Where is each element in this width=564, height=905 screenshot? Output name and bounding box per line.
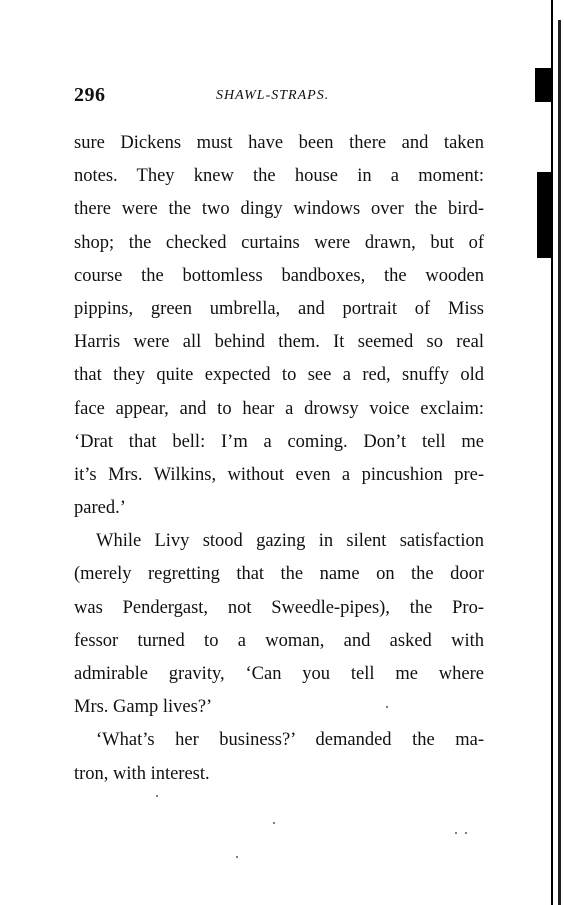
text-line: (merely regretting that the name on the door xyxy=(74,564,484,585)
running-head: SHAWL-STRAPS. xyxy=(216,88,330,103)
text-line: ‘Drat that bell: I’m a coming. Don’t tell me xyxy=(74,431,484,452)
paragraph xyxy=(74,127,484,525)
paragraph xyxy=(74,525,484,724)
text-line: shop; the checked curtains were drawn, but of xyxy=(74,232,484,253)
text-line: was Pendergast, not Sweedle-pipes), the Pro- xyxy=(74,597,484,618)
scan-speck xyxy=(236,856,238,858)
text-line: tron, with interest. xyxy=(74,763,210,784)
text-line: it’s Mrs. Wilkins, without even a pincushion pre- xyxy=(74,464,484,485)
page-number: 296 xyxy=(74,84,106,106)
text-line: ‘What’s her business?’ demanded the ma- xyxy=(96,730,484,751)
page-header xyxy=(74,84,484,108)
scan-edge-mark xyxy=(537,172,552,258)
text-line: admirable gravity, ‘Can you tell me where xyxy=(74,664,484,684)
scan-speck xyxy=(273,822,275,824)
text-line: fessor turned to a woman, and asked with xyxy=(74,630,484,651)
text-line: course the bottomless bandboxes, the wooden xyxy=(74,265,484,286)
text-line: pippins, green umbrella, and portrait of Miss xyxy=(74,298,484,319)
scan-edge-line xyxy=(558,20,561,905)
scan-edge-line xyxy=(551,0,553,905)
scan-speck xyxy=(455,832,457,834)
text-line: that they quite expected to see a red, snuffy old xyxy=(74,365,484,386)
scan-speck xyxy=(465,832,467,834)
body-text xyxy=(74,127,484,791)
scan-speck xyxy=(156,795,158,797)
text-line: Harris were all behind them. It seemed so real xyxy=(74,332,484,353)
text-line: face appear, and to hear a drowsy voice exclaim: xyxy=(74,398,484,419)
text-line: notes. They knew the house in a moment: xyxy=(74,166,484,187)
text-line: sure Dickens must have been there and taken xyxy=(74,133,484,153)
paragraph xyxy=(74,724,484,790)
text-line: While Livy stood gazing in silent satisfaction xyxy=(96,531,484,552)
text-line: pared.’ xyxy=(74,498,126,519)
scan-speck xyxy=(386,706,388,708)
text-line: Mrs. Gamp lives?’ xyxy=(74,697,213,718)
scan-edge-mark xyxy=(535,68,552,102)
text-line: there were the two dingy windows over the bird- xyxy=(74,199,484,220)
